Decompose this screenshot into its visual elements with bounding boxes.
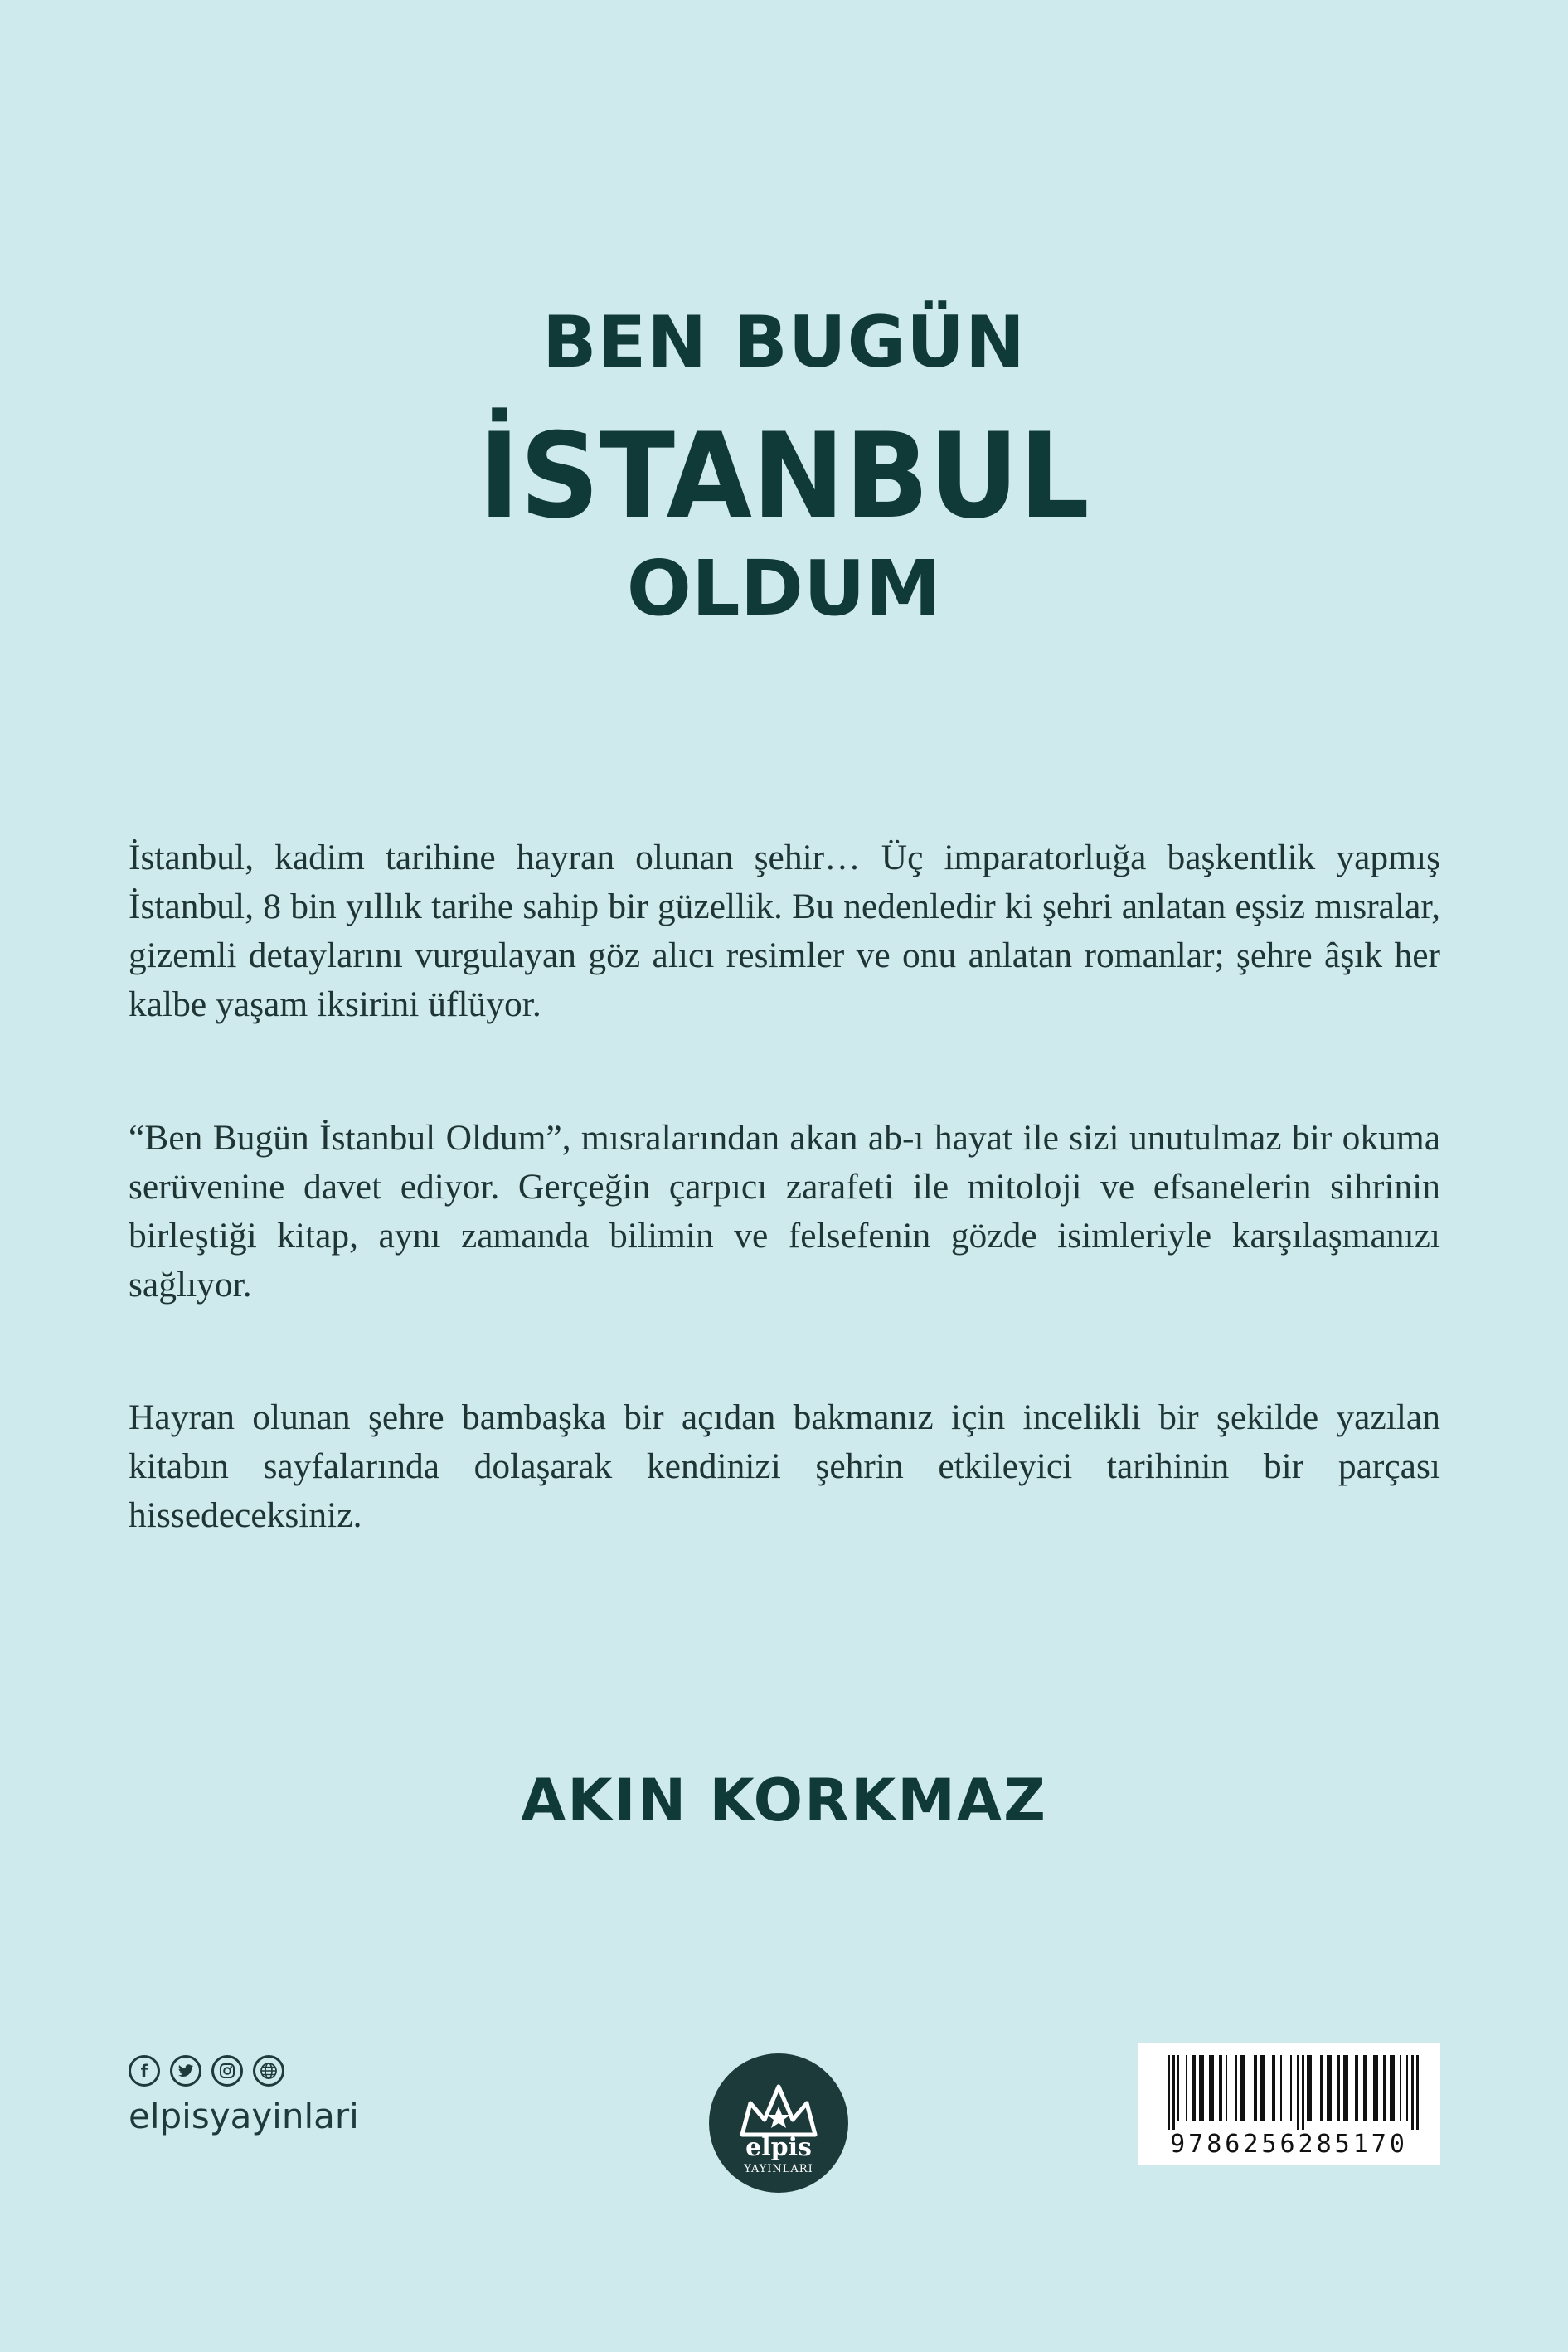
author-name: AKIN KORKMAZ (521, 1766, 1047, 1834)
isbn-number: 9786256285170 (1170, 2130, 1408, 2159)
social-icons (129, 2055, 284, 2087)
publisher-subtitle: YAYINLARI (744, 2163, 813, 2175)
facebook-icon[interactable]: f (129, 2055, 160, 2087)
title-line-3: OLDUM (626, 544, 942, 633)
social-handle[interactable]: elpisyayinlari (129, 2096, 359, 2136)
web-icon[interactable] (253, 2055, 284, 2087)
twitter-icon[interactable] (170, 2055, 201, 2087)
blurb-paragraph-2: “Ben Bugün İstanbul Oldum”, mısralarından akan ab-ı hayat ile sizi unutulmaz bir okuma serüvenine davet ediyor. Gerçeğin çarpıcı zarafeti ile mitoloji ve efsanelerin sihrinin birleştiği kitap, aynı zamanda bilimin ve felsefenin gözde isimleriyle karşılaşmanızı sağlıyor. (129, 1118, 1440, 1305)
publisher-name: elpis (745, 2133, 812, 2162)
barcode-bars (1138, 2043, 1440, 2130)
publisher-logo (709, 2053, 848, 2193)
title-line-2: İSTANBUL (478, 408, 1090, 545)
blurb-paragraph-3: Hayran olunan şehre bambaşka bir açıdan bakmanız için incelikli bir şekilde yazılan kitabın sayfalarında dolaşarak kendinizi şehrin etkileyici tarihinin bir parçası hissedeceksiniz. (129, 1397, 1440, 1535)
instagram-icon[interactable] (211, 2055, 243, 2087)
barcode (1138, 2043, 1440, 2165)
blurb-paragraph-1: İstanbul, kadim tarihine hayran olunan şehir… Üç imparatorluğa başkentlik yapmış İstanbul, 8 bin yıllık tarihe sahip bir güzellik. Bu nedenledir ki şehri anlatan eşsiz mısralar, gizemli detaylarını vurgulayan göz alıcı resimler ve onu anlatan romanlar; şehre âşık her kalbe yaşam iksirini üflüyor. (129, 838, 1440, 1024)
title-line-1: BEN BUGÜN (542, 301, 1026, 384)
